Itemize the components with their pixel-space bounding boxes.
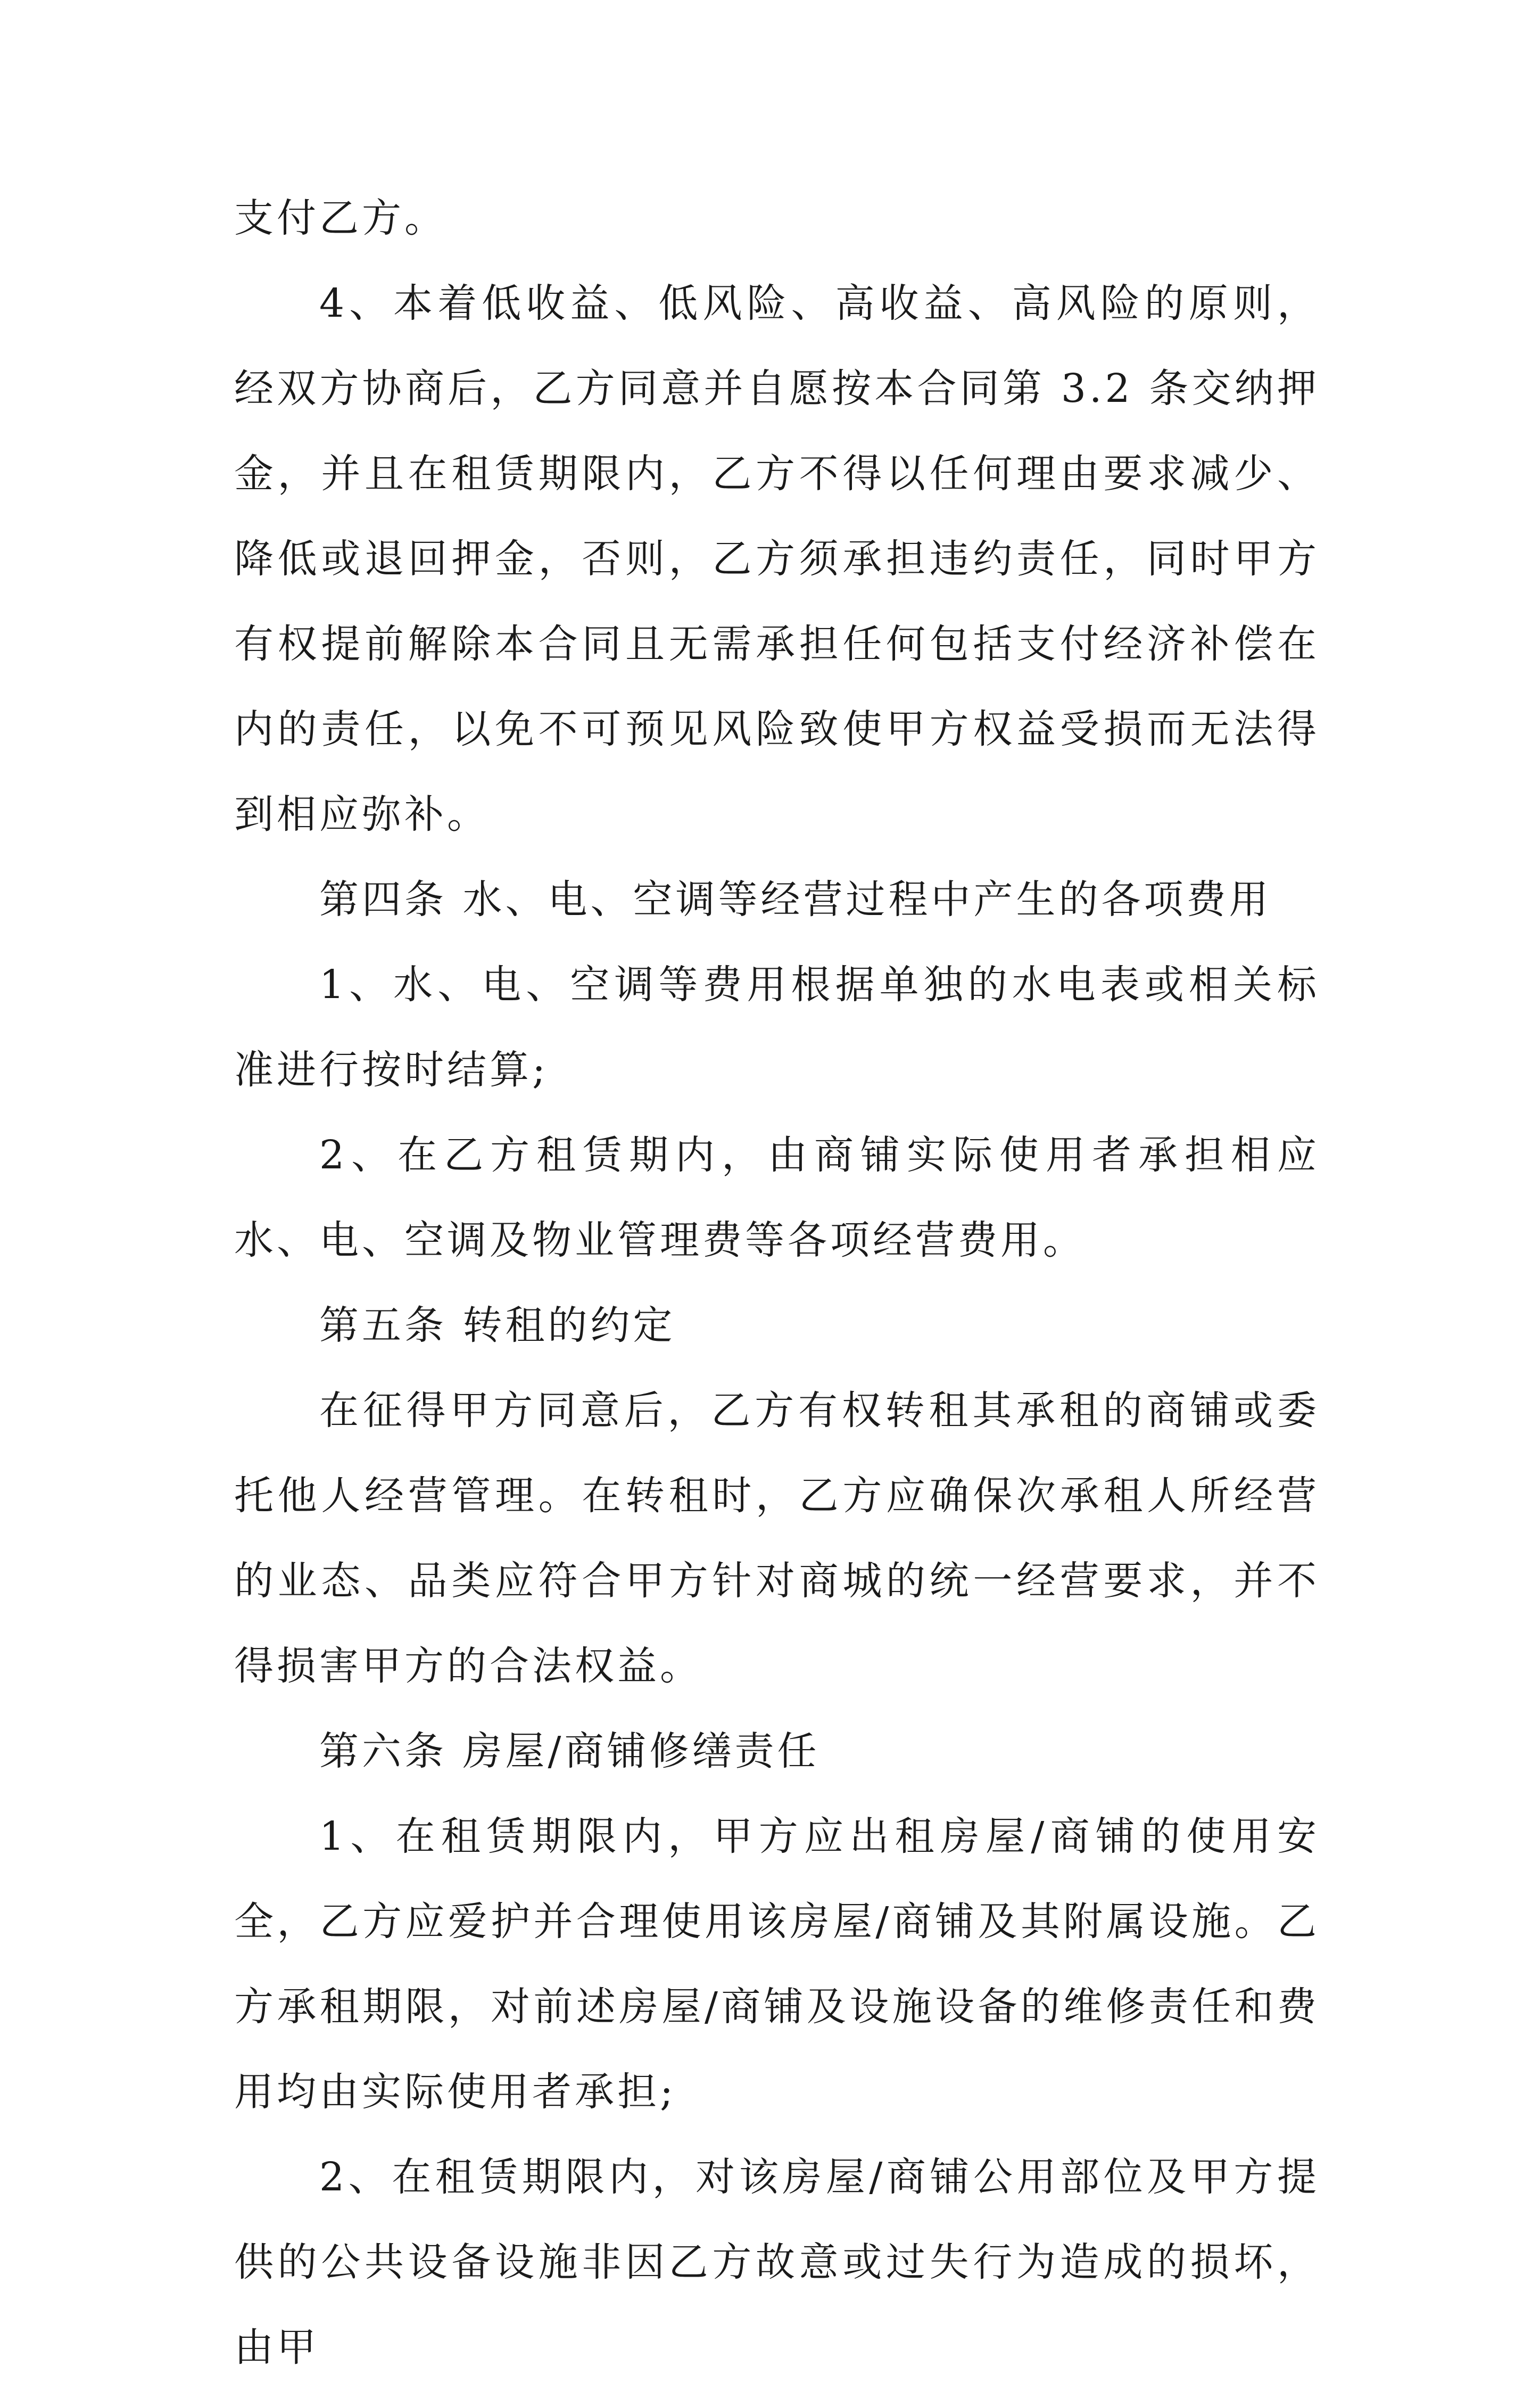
paragraph-operating-costs: 2、在乙方租赁期内，由商铺实际使用者承担相应水、电、空调及物业管理费等各项经营费用。: [234, 1132, 1320, 1263]
paragraph-common-area-damage: 2、在租赁期限内，对该房屋/商铺公用部位及甲方提供的公共设备设施非因乙方故意或过失行为造成的损坏，由甲: [234, 2154, 1320, 2370]
article-six-heading: 第六条 房屋/商铺修缮责任: [319, 1728, 820, 1774]
paragraph-payment-continuation: 支付乙方。: [234, 195, 447, 241]
paragraph-utility-settlement: 1、水、电、空调等费用根据单独的水电表或相关标准进行按时结算;: [234, 962, 1320, 1093]
paragraph-repair-responsibility: 1、在租赁期限内，甲方应出租房屋/商铺的使用安全，乙方应爱护并合理使用该房屋/商铺及其附属设施。乙方承租期限，对前述房屋/商铺及设施设备的维修责任和费用均由实际使用者承担;: [234, 1814, 1320, 2115]
paragraph-deposit-clause: 4、本着低收益、低风险、高收益、高风险的原则，经双方协商后，乙方同意并自愿按本合同第 3.2 条交纳押金，并且在租赁期限内，乙方不得以任何理由要求减少、降低或退回押金，否则，乙方须承担违约责任，同时甲方有权提前解除本合同且无需承担任何包括支付经济补偿在内的责任，以免不可预见风险致使甲方权益受损而无法得到相应弥补。: [234, 281, 1320, 837]
paragraph-sublease-terms: 在征得甲方同意后，乙方有权转租其承租的商铺或委托他人经营管理。在转租时，乙方应确保次承租人所经营的业态、品类应符合甲方针对商城的统一经营要求，并不得损害甲方的合法权益。: [234, 1388, 1320, 1689]
document-body: [234, 176, 1320, 2390]
article-five-heading: 第五条 转租的约定: [319, 1303, 676, 1348]
article-four-heading: 第四条 水、电、空调等经营过程中产生的各项费用: [319, 877, 1272, 922]
